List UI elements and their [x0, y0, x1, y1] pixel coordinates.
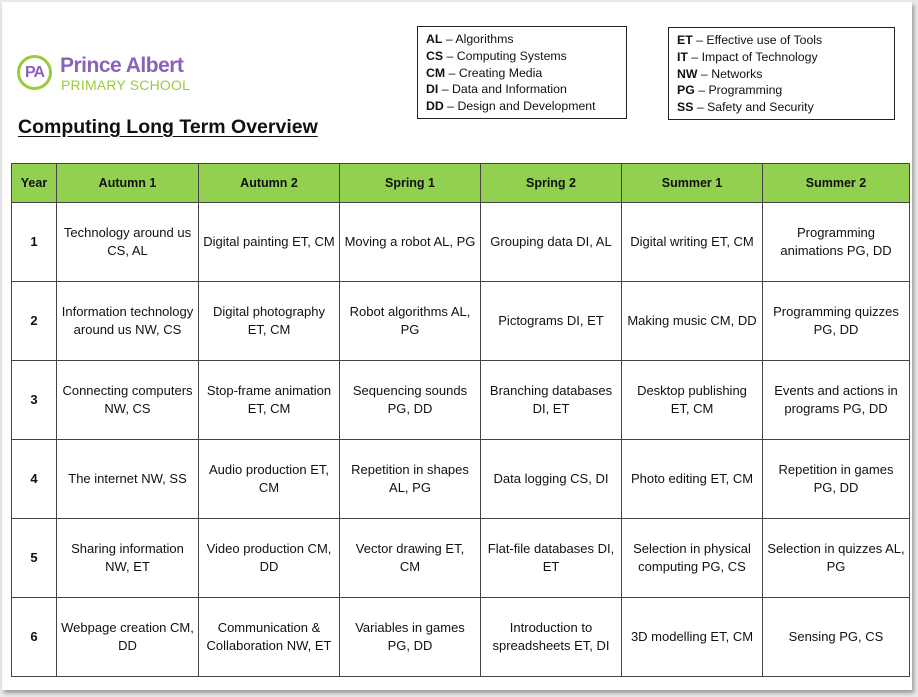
key-description: Effective use of Tools [706, 33, 823, 47]
page-title: Computing Long Term Overview [18, 116, 318, 138]
year-cell: 5 [12, 519, 57, 598]
unit-cell: Events and actions in programs PG, DD [763, 361, 910, 440]
table-row [12, 361, 910, 440]
key-separator: – [443, 48, 457, 63]
unit-cell: Vector drawing ET, CM [340, 519, 481, 598]
key-box-right [668, 27, 895, 120]
unit-cell: Programming animations PG, DD [763, 203, 910, 282]
key-item [426, 31, 618, 48]
unit-cell: Technology around us CS, AL [57, 203, 199, 282]
column-header: Summer 2 [763, 164, 910, 203]
key-separator: – [694, 83, 709, 98]
unit-cell: Robot algorithms AL, PG [340, 282, 481, 361]
key-item [677, 32, 886, 49]
unit-cell: Stop-frame animation ET, CM [199, 361, 340, 440]
key-code: CS [426, 48, 444, 63]
key-item [677, 49, 886, 66]
column-header: Spring 2 [481, 164, 622, 203]
unit-cell: Repetition in shapes AL, PG [340, 440, 481, 519]
unit-cell: Communication & Collaboration NW, ET [199, 598, 340, 677]
key-code: PG [677, 83, 695, 98]
key-code: IT [677, 49, 688, 64]
column-header: Autumn 1 [57, 164, 199, 203]
key-item [426, 98, 618, 115]
key-description: Data and Information [452, 82, 567, 97]
unit-cell: The internet NW, SS [57, 440, 199, 519]
unit-cell: Grouping data DI, AL [481, 203, 622, 282]
unit-cell: Repetition in games PG, DD [763, 440, 910, 519]
year-cell: 6 [12, 598, 57, 677]
column-header: Autumn 2 [199, 164, 340, 203]
column-header: Summer 1 [622, 164, 763, 203]
school-name: Prince Albert [60, 54, 184, 77]
unit-cell: Sequencing sounds PG, DD [340, 361, 481, 440]
document-page [2, 2, 912, 690]
key-code: CM [426, 65, 446, 80]
key-description: Algorithms [455, 32, 514, 46]
unit-cell: Video production CM, DD [199, 519, 340, 598]
table-row [12, 519, 910, 598]
key-item [677, 66, 886, 83]
unit-cell: Photo editing ET, CM [622, 440, 763, 519]
overview-table [11, 163, 910, 677]
key-separator: – [443, 99, 458, 114]
key-separator: – [445, 65, 459, 80]
table-row [12, 598, 910, 677]
unit-cell: Data logging CS, DI [481, 440, 622, 519]
key-item [677, 99, 886, 116]
key-description: Design and Development [457, 99, 596, 114]
year-cell: 4 [12, 440, 57, 519]
key-separator: – [687, 49, 702, 64]
key-code: NW [677, 66, 698, 81]
table-header-row [12, 164, 910, 203]
key-code: ET [677, 33, 693, 47]
key-item [426, 65, 618, 82]
logo-badge: PA [17, 55, 52, 90]
unit-cell: Selection in quizzes AL, PG [763, 519, 910, 598]
key-description: Computing Systems [456, 48, 567, 63]
unit-cell: Digital painting ET, CM [199, 203, 340, 282]
key-separator: – [442, 32, 456, 46]
key-code: SS [677, 100, 694, 115]
unit-cell: Information technology around us NW, CS [57, 282, 199, 361]
unit-cell: Audio production ET, CM [199, 440, 340, 519]
unit-cell: Desktop publishing ET, CM [622, 361, 763, 440]
table-row [12, 282, 910, 361]
key-description: Impact of Technology [701, 49, 818, 64]
unit-cell: Selection in physical computing PG, CS [622, 519, 763, 598]
key-separator: – [697, 66, 712, 81]
key-code: DD [426, 99, 444, 114]
key-description: Creating Media [458, 65, 543, 80]
column-header: Year [12, 164, 57, 203]
key-code: DI [426, 82, 439, 97]
unit-cell: Webpage creation CM, DD [57, 598, 199, 677]
unit-cell: Variables in games PG, DD [340, 598, 481, 677]
table-row [12, 440, 910, 519]
year-cell: 2 [12, 282, 57, 361]
unit-cell: Digital photography ET, CM [199, 282, 340, 361]
unit-cell: Making music CM, DD [622, 282, 763, 361]
unit-cell: Sensing PG, CS [763, 598, 910, 677]
key-separator: – [692, 33, 707, 47]
key-code: AL [426, 32, 443, 46]
column-header: Spring 1 [340, 164, 481, 203]
key-separator: – [438, 82, 452, 97]
unit-cell: Branching databases DI, ET [481, 361, 622, 440]
key-item [426, 81, 618, 98]
unit-cell: Pictograms DI, ET [481, 282, 622, 361]
school-logo [17, 54, 207, 96]
unit-cell: Flat-file databases DI, ET [481, 519, 622, 598]
year-cell: 3 [12, 361, 57, 440]
unit-cell: Introduction to spreadsheets ET, DI [481, 598, 622, 677]
key-description: Safety and Security [707, 100, 814, 115]
unit-cell: Digital writing ET, CM [622, 203, 763, 282]
key-item [677, 82, 886, 99]
unit-cell: 3D modelling ET, CM [622, 598, 763, 677]
key-separator: – [693, 100, 708, 115]
unit-cell: Sharing information NW, ET [57, 519, 199, 598]
key-description: Networks [711, 66, 763, 81]
key-description: Programming [708, 83, 783, 98]
key-item [426, 48, 618, 65]
unit-cell: Programming quizzes PG, DD [763, 282, 910, 361]
unit-cell: Moving a robot AL, PG [340, 203, 481, 282]
year-cell: 1 [12, 203, 57, 282]
unit-cell: Connecting computers NW, CS [57, 361, 199, 440]
table-row [12, 203, 910, 282]
key-box-left [417, 26, 627, 119]
school-subtitle: PRIMARY SCHOOL [61, 77, 191, 93]
